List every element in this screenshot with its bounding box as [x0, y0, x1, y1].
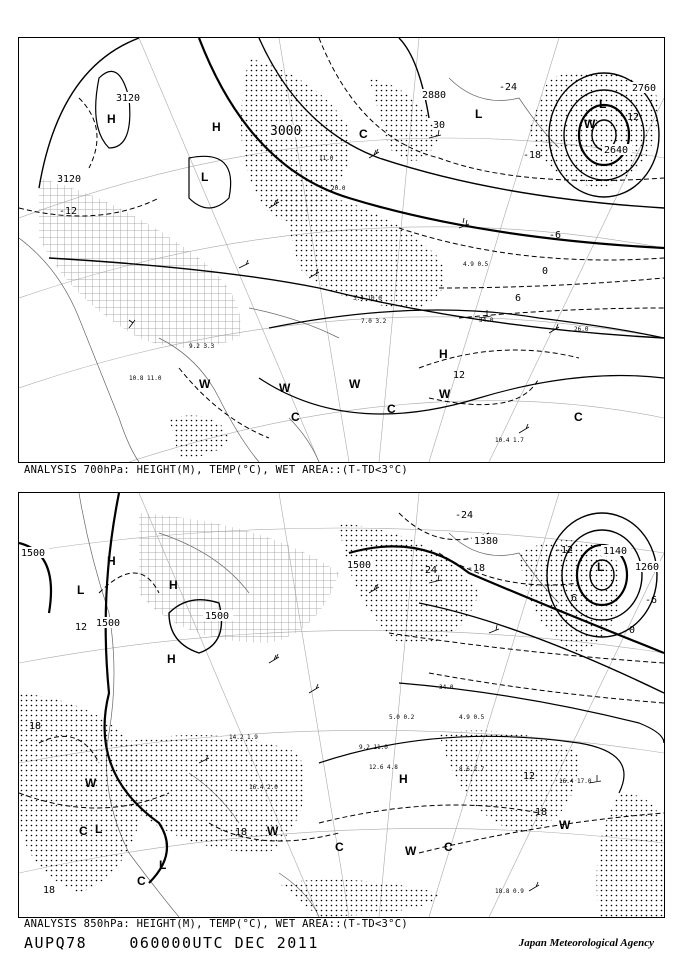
chart-panel-850hpa [18, 492, 665, 918]
height-label: 2760 [632, 83, 657, 94]
temp-label: 18 [535, 807, 548, 818]
product-identifier [24, 934, 319, 952]
station-ob: 34.0 [439, 684, 454, 691]
low-pressure-marker: L [159, 858, 167, 872]
temp-label: 18 [235, 827, 248, 838]
height-label: 1500 [96, 618, 121, 629]
height-label: 1260 [635, 562, 660, 573]
cold-marker: C [335, 840, 344, 854]
temp-label: 0 [629, 625, 636, 636]
temp-label: -18 [523, 150, 542, 161]
valid-datetime: 060000UTC DEC 2011 [129, 934, 319, 952]
height-label: 1500 [21, 548, 46, 559]
cold-marker: C [574, 410, 583, 424]
low-pressure-marker: L [597, 560, 605, 574]
height-label: 3120 [116, 93, 141, 104]
temp-label: 6 [571, 593, 578, 604]
temp-label: 18 [29, 721, 42, 732]
high-pressure-marker: H [439, 347, 448, 361]
temp-label: 12 [75, 622, 88, 633]
low-pressure-marker: L [95, 822, 103, 836]
panel-caption-850hpa: ANALYSIS 850hPa: HEIGHT(M), TEMP(°C), WET AREA::(T-TD<3°C) [24, 918, 409, 930]
temp-label: 6 [515, 293, 522, 304]
warm-marker: W [559, 818, 571, 832]
temp-label: 12 [523, 771, 536, 782]
temp-label: -24 [455, 510, 474, 521]
chart-panel-700hpa [18, 37, 665, 463]
station-ob: 10.8 11.0 [129, 375, 162, 382]
map-850hpa [19, 493, 664, 917]
temp-label: -24 [419, 565, 438, 576]
warm-marker: W [439, 387, 451, 401]
station-ob: 26.0 [574, 326, 589, 333]
temp-label: -12 [621, 112, 640, 123]
temp-label: 0 [542, 266, 549, 277]
station-ob: 14.2 1.9 [229, 734, 258, 741]
cold-marker: C [291, 410, 300, 424]
station-ob: 9.2 3.3 [189, 343, 215, 350]
warm-marker: W [199, 377, 211, 391]
station-ob: 7.0 3.2 [361, 318, 387, 325]
wet-area-shading [39, 58, 659, 458]
low-pressure-marker: L [475, 107, 483, 121]
station-ob: 16.4 17.0 [559, 778, 592, 785]
station-ob: 5.0 0.2 [389, 714, 415, 721]
cold-marker: C [387, 402, 396, 416]
temp-label: -12 [59, 206, 78, 217]
height-label: 1500 [205, 611, 230, 622]
warm-marker: W [279, 381, 291, 395]
height-label: 1500 [347, 560, 372, 571]
station-ob: 4.9 0.5 [463, 261, 489, 268]
warm-marker: W [349, 377, 361, 391]
high-pressure-marker: H [107, 112, 116, 126]
warm-marker: W [85, 776, 97, 790]
low-pressure-marker: L [201, 170, 209, 184]
high-pressure-marker: H [167, 652, 176, 666]
product-code: AUPQ78 [24, 934, 88, 952]
station-ob: 12.6 4.8 [369, 764, 398, 771]
height-label: 1140 [603, 546, 628, 557]
temp-label: 12 [453, 370, 466, 381]
temp-label: 30 [433, 120, 446, 131]
station-ob: 18.8 0.9 [495, 888, 524, 895]
agency-name: Japan Meteorological Agency [518, 937, 654, 949]
station-ob: 34.0 [479, 317, 494, 324]
warm-marker: W [267, 824, 279, 838]
station-ob: 16.4 2.0 [249, 784, 278, 791]
station-ob: 3.4 10.0 [353, 295, 382, 302]
cold-marker: C [359, 127, 368, 141]
height-label: 2640 [604, 145, 629, 156]
height-label: 1380 [474, 536, 499, 547]
station-ob: 8.6 2.7 [459, 766, 485, 773]
station-ob: 11.0 [319, 155, 334, 162]
warm-marker: W [584, 117, 596, 131]
high-pressure-marker: H [107, 554, 116, 568]
temp-label: -6 [549, 230, 562, 241]
map-700hpa [19, 38, 664, 462]
high-pressure-marker: H [399, 772, 408, 786]
cold-marker: C [79, 824, 88, 838]
low-pressure-marker: L [599, 97, 607, 111]
panel-caption-700hpa: ANALYSIS 700hPa: HEIGHT(M), TEMP(°C), WET AREA::(T-TD<3°C) [24, 464, 409, 476]
temp-label: -24 [499, 82, 518, 93]
temp-label: 18 [43, 885, 56, 896]
temp-label: -12 [555, 545, 574, 556]
station-ob: 20.0 [331, 185, 346, 192]
cold-marker: C [137, 874, 146, 888]
warm-marker: W [405, 844, 417, 858]
station-ob: 9.2 11.0 [359, 744, 388, 751]
height-label: 3000 [270, 124, 302, 139]
high-pressure-marker: H [169, 578, 178, 592]
temp-label: -6 [645, 595, 658, 606]
wet-area-shading [19, 513, 664, 917]
station-ob: 4.9 0.5 [459, 714, 485, 721]
height-label: 3120 [57, 174, 82, 185]
high-pressure-marker: H [212, 120, 221, 134]
low-pressure-marker: L [77, 583, 85, 597]
height-label: 2880 [422, 90, 447, 101]
cold-marker: C [444, 840, 453, 854]
temp-label: -18 [467, 563, 486, 574]
station-ob: 10.4 1.7 [495, 437, 524, 444]
